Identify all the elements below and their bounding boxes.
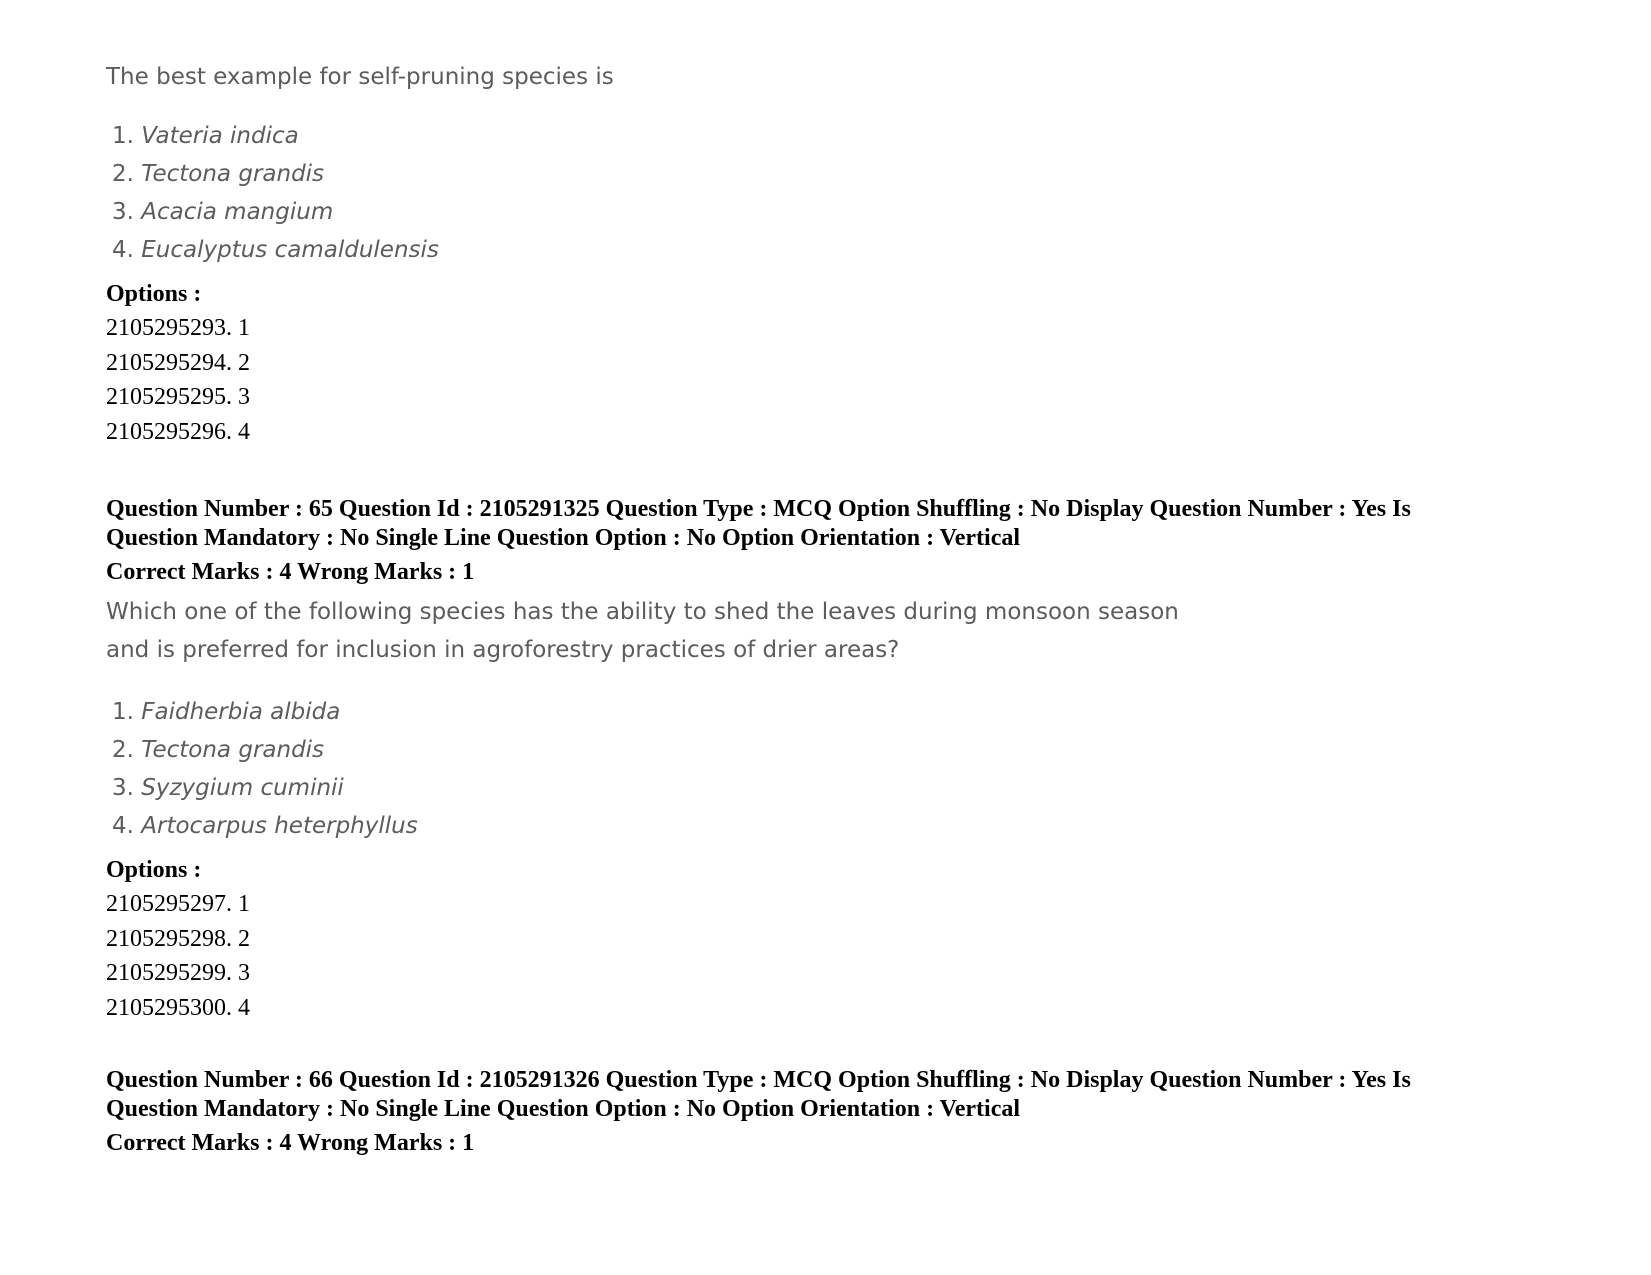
question-text: The best example for self-pruning species is — [106, 64, 614, 90]
option-row: 2105295296. 4 — [106, 418, 250, 445]
option-row: 2105295300. 4 — [106, 994, 250, 1021]
option-row: 2105295297. 1 — [106, 891, 250, 917]
option-row: 2105295293. 1 — [106, 315, 250, 341]
list-item: 2. Tectona grandis — [112, 737, 325, 763]
species-list — [106, 693, 418, 845]
list-item: 4. Eucalyptus camaldulensis — [112, 237, 439, 263]
list-item: 3. Syzygium cuminii — [112, 775, 344, 801]
options-label: Options : — [106, 857, 202, 883]
question-text-line: Which one of the following species has the ability to shed the leaves during monsoon season — [106, 599, 1179, 625]
question-meta-line: Question Number : 66 Question Id : 2105291326 Question Type : MCQ Option Shuffling : No Display Question Number : Yes Is — [106, 1067, 1411, 1093]
question-meta-line: Question Mandatory : No Single Line Question Option : No Option Orientation : Vertical — [106, 1096, 1021, 1122]
question-text-line: and is preferred for inclusion in agroforestry practices of drier areas? — [106, 637, 900, 663]
options-block — [106, 853, 250, 1025]
option-row: 2105295294. 2 — [106, 349, 250, 376]
question-meta-line: Question Mandatory : No Single Line Question Option : No Option Orientation : Vertical — [106, 525, 1021, 551]
species-list — [106, 117, 439, 269]
question-meta — [106, 495, 1411, 553]
question-meta-line: Question Number : 65 Question Id : 2105291325 Question Type : MCQ Option Shuffling : No Display Question Number : Yes Is — [106, 496, 1411, 522]
list-item: 3. Acacia mangium — [112, 199, 334, 225]
list-item: 4. Artocarpus heterphyllus — [112, 813, 418, 839]
option-row: 2105295299. 3 — [106, 960, 250, 986]
list-item: 2. Tectona grandis — [112, 161, 325, 187]
marks-line: Correct Marks : 4 Wrong Marks : 1 — [106, 559, 475, 585]
option-row: 2105295298. 2 — [106, 925, 250, 952]
list-item: 1. Vateria indica — [112, 123, 299, 149]
question-text — [106, 593, 1179, 669]
marks-line: Correct Marks : 4 Wrong Marks : 1 — [106, 1130, 475, 1156]
list-item: 1. Faidherbia albida — [112, 699, 341, 725]
question-meta — [106, 1066, 1411, 1124]
options-block — [106, 277, 250, 449]
options-label: Options : — [106, 281, 202, 307]
option-row: 2105295295. 3 — [106, 384, 250, 410]
